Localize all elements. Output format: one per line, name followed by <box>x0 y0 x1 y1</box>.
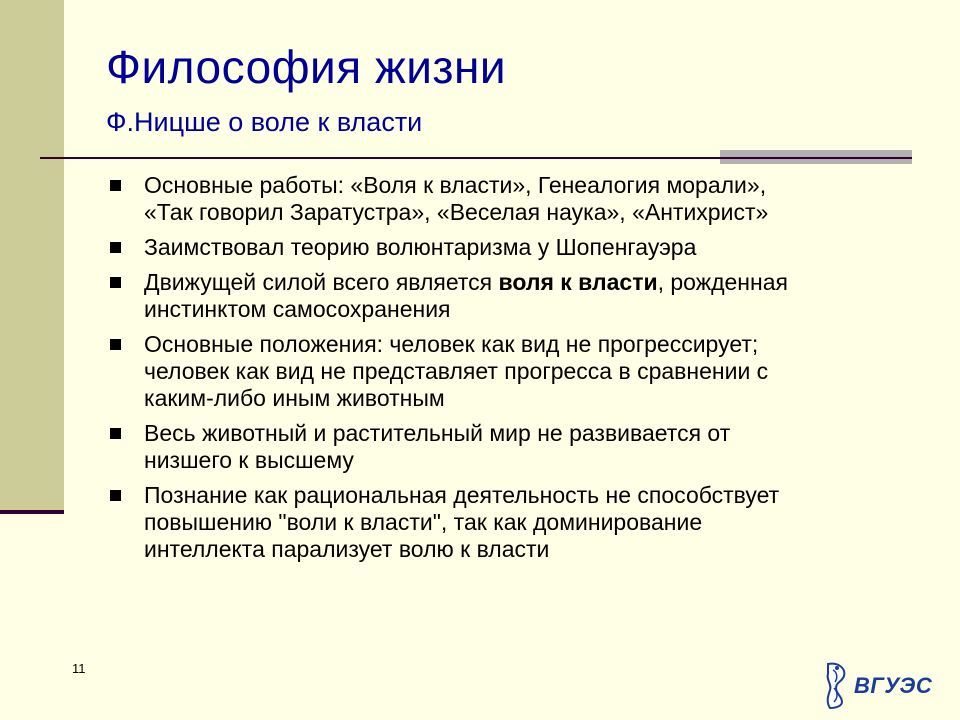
slide-subtitle: Ф.Ницше о воле к власти <box>106 107 423 137</box>
bullet-text-bold: воля к власти <box>498 269 658 295</box>
square-bullet-icon <box>110 490 121 501</box>
university-emblem-icon <box>824 662 852 710</box>
bullet-line <box>144 269 906 296</box>
bullet-line: Основные положения: человек как вид не прогрессирует; <box>144 331 759 357</box>
bullet-text <box>144 234 906 261</box>
bullet-line: каким-либо иным животным <box>144 385 445 411</box>
bullet-item-will-to-power <box>106 269 906 323</box>
bullet-text <box>144 172 906 226</box>
square-bullet-icon <box>110 242 121 253</box>
bullet-line: Познание как рациональная деятельность не способствует <box>144 482 780 508</box>
square-bullet-icon <box>110 277 121 288</box>
bullet-text <box>144 420 906 474</box>
logo-text: ВГУЭС <box>854 673 933 698</box>
bullet-line: человек как вид не представляет прогресса в сравнении с <box>144 358 769 384</box>
bullet-line: Заимствовал теорию волюнтаризма у Шопенгауэра <box>144 234 697 260</box>
bullet-line: повышению "воли к власти", так как доминирование <box>144 509 703 535</box>
title-rule <box>40 157 912 159</box>
bullet-line: Основные работы: «Воля к власти», Генеалогия морали», <box>144 172 767 198</box>
bullet-line: интеллекта парализует волю к власти <box>144 536 550 562</box>
bullet-item-cognition <box>106 482 906 563</box>
bullet-item-main-positions <box>106 331 906 412</box>
bullet-line: низшего к высшему <box>144 447 354 473</box>
bullet-line: Весь животный и растительный мир не развивается от <box>144 420 731 446</box>
bullet-item-works <box>106 172 906 226</box>
bullet-item-voluntarism <box>106 234 906 261</box>
slide-title: Философия жизни <box>106 41 507 93</box>
bullet-text <box>144 482 906 563</box>
square-bullet-icon <box>110 428 121 439</box>
bullet-list <box>106 172 906 571</box>
university-logo <box>824 662 940 710</box>
page-number: 11 <box>72 661 86 676</box>
left-accent-bar <box>0 0 64 512</box>
square-bullet-icon <box>110 339 121 350</box>
bullet-text <box>144 331 906 412</box>
bullet-text <box>144 269 906 323</box>
bullet-line: «Так говорил Заратустра», «Веселая наука», «Антихрист» <box>144 199 769 225</box>
bullet-text-part: , рожденная <box>657 269 788 295</box>
square-bullet-icon <box>110 180 121 191</box>
left-accent-bar-underline <box>0 510 64 514</box>
bullet-line: инстинктом самосохранения <box>144 296 451 322</box>
bullet-item-world <box>106 420 906 474</box>
bullet-text-part: Движущей силой всего является <box>144 269 499 295</box>
